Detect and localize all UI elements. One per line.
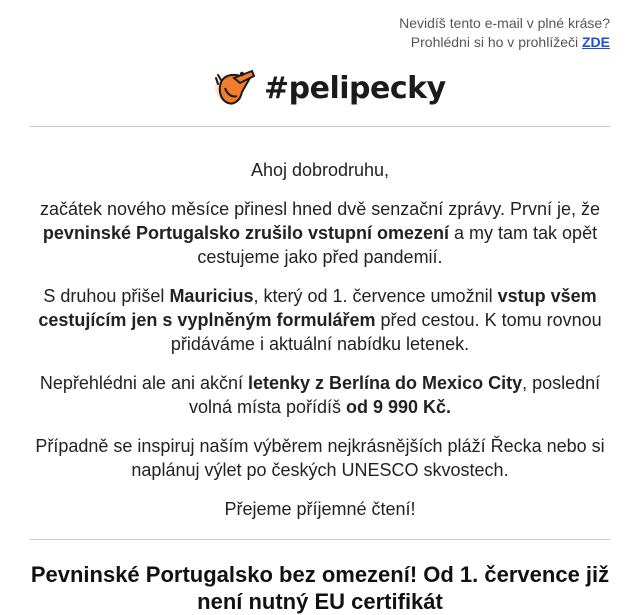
- view-in-browser-note: [399, 14, 610, 52]
- section-divider: [30, 539, 610, 540]
- article-heading[interactable]: Pevninské Portugalsko bez omezení! Od 1. července již není nutný EU certifikát: [30, 562, 610, 614]
- newsletter-intro: [30, 158, 610, 536]
- p3-text-a: Nepřehlédni ale ani akční: [39, 373, 248, 393]
- closing-line: Přejeme příjemné čtení!: [224, 499, 416, 519]
- logo-wordmark: #pelipecky: [264, 70, 446, 106]
- intro-paragraph-4: Případně se inspiruj naším výběrem nejkrásnějších pláží Řecka nebo si naplánuj výlet po českých UNESCO skvostech.: [35, 436, 605, 480]
- intro-paragraph-2: [30, 284, 610, 356]
- view-in-browser-link[interactable]: ZDE: [582, 34, 610, 50]
- intro-paragraph-3: [30, 371, 610, 419]
- p1-text-c: a my tam tak opět cestujeme jako před pandemií.: [197, 223, 598, 267]
- greeting: Ahoj dobrodruhu,: [250, 160, 390, 180]
- p2-text-e: před cestou. K tomu rovnou přidáváme i aktuální nabídku letenek.: [170, 310, 602, 354]
- p3-text-c: , poslední volná místa pořídíš: [188, 373, 601, 417]
- p1-highlight: pevninské Portugalsko zrušilo vstupní omezení: [42, 223, 450, 243]
- p3-highlight-price: od 9 990 Kč.: [346, 397, 452, 417]
- p2-highlight-mauricius: Mauricius: [169, 286, 254, 306]
- p2-highlight-entry: vstup všem cestujícím jen s vyplněným formulářem: [38, 286, 597, 330]
- p2-text-a: S druhou přišel: [43, 286, 170, 306]
- header-divider: [30, 126, 610, 127]
- p2-text-c: , který od 1. července umožnil: [253, 286, 498, 306]
- p1-text-a: začátek nového měsíce přinesl hned dvě senzační zprávy. První je, že: [40, 199, 600, 219]
- view-note-line2: [399, 33, 610, 52]
- intro-paragraph-1: [30, 197, 610, 269]
- pelican-mascot-icon: [212, 66, 262, 110]
- view-note-line2-text: Prohlédni si ho v prohlížeči: [410, 34, 579, 50]
- p3-highlight-route: letenky z Berlína do Mexico City: [248, 373, 523, 393]
- view-note-line1: Nevidíš tento e-mail v plné kráse?: [399, 15, 610, 31]
- brand-logo[interactable]: [212, 66, 446, 110]
